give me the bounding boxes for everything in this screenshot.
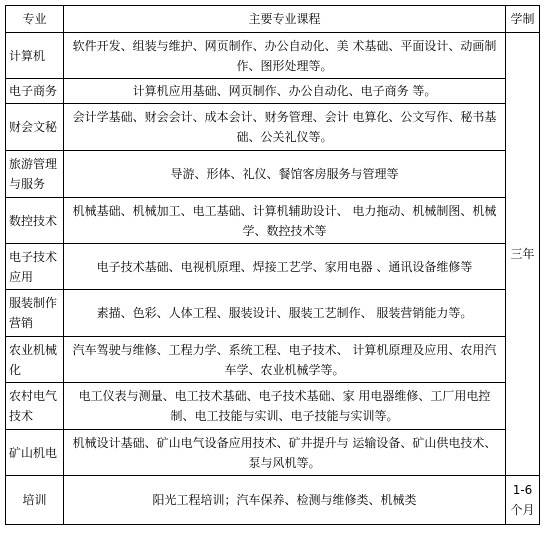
courses-cell: 素描、色彩、人体工程、服装设计、服装工艺制作、 服装营销能力等。	[64, 290, 506, 337]
table-row	[6, 337, 540, 383]
major-cell: 计算机	[6, 33, 64, 79]
major-cell: 电子技术应用	[6, 244, 64, 290]
duration-cell-training: 1-6个月	[506, 476, 540, 525]
major-cell: 矿山机电	[6, 430, 64, 476]
table-row	[6, 383, 540, 430]
table-row	[6, 79, 540, 104]
courses-cell: 电子技术基础、电视机原理、焊接工艺学、家用电器 、通讯设备维修等	[64, 244, 506, 290]
courses-cell: 汽车驾驶与维修、工程力学、系统工程、电子技术、 计算机原理及应用、农用汽车学、农业机械学等。	[64, 337, 506, 383]
table-row	[6, 33, 540, 79]
header-row	[6, 6, 540, 33]
table-row	[6, 476, 540, 525]
table-row	[6, 104, 540, 151]
header-courses: 主要专业课程	[64, 6, 506, 33]
table-row	[6, 290, 540, 337]
table-row	[6, 244, 540, 290]
major-cell: 数控技术	[6, 198, 64, 244]
courses-cell: 机械基础、机械加工、电工基础、计算机辅助设计、 电力拖动、机械制图、机械学、数控技术等	[64, 198, 506, 244]
courses-cell: 电工仪表与测量、电工技术基础、电子技术基础、家 用电器维修、工厂用电控制、电工技能与实训、电子技能与实训等。	[64, 383, 506, 430]
duration-cell-main: 三年	[506, 33, 540, 476]
header-major: 专业	[6, 6, 64, 33]
courses-cell: 导游、形体、礼仪、餐馆客房服务与管理等	[64, 151, 506, 198]
major-cell: 培训	[6, 476, 64, 525]
table-row	[6, 151, 540, 198]
major-cell: 旅游管理与服务	[6, 151, 64, 198]
major-cell: 电子商务	[6, 79, 64, 104]
courses-cell: 计算机应用基础、网页制作、办公自动化、电子商务 等。	[64, 79, 506, 104]
major-cell: 农业机械化	[6, 337, 64, 383]
table-row	[6, 198, 540, 244]
courses-cell: 阳光工程培训；汽车保养、检测与维修类、机械类	[64, 476, 506, 525]
courses-cell: 软件开发、组装与维护、网页制作、办公自动化、美 术基础、平面设计、动画制作、图形处理等。	[64, 33, 506, 79]
courses-cell: 机械设计基础、矿山电气设备应用技术、矿井提升与 运输设备、矿山供电技术、泵与风机等。	[64, 430, 506, 476]
page	[5, 5, 539, 525]
header-duration: 学制	[506, 6, 540, 33]
courses-cell: 会计学基础、财会会计、成本会计、财务管理、会计 电算化、公文写作、秘书基础、公关礼仪等。	[64, 104, 506, 151]
major-cell: 财会文秘	[6, 104, 64, 151]
table-row	[6, 430, 540, 476]
major-cell: 农村电气技术	[6, 383, 64, 430]
major-cell: 服装制作营销	[6, 290, 64, 337]
majors-table	[5, 5, 540, 525]
